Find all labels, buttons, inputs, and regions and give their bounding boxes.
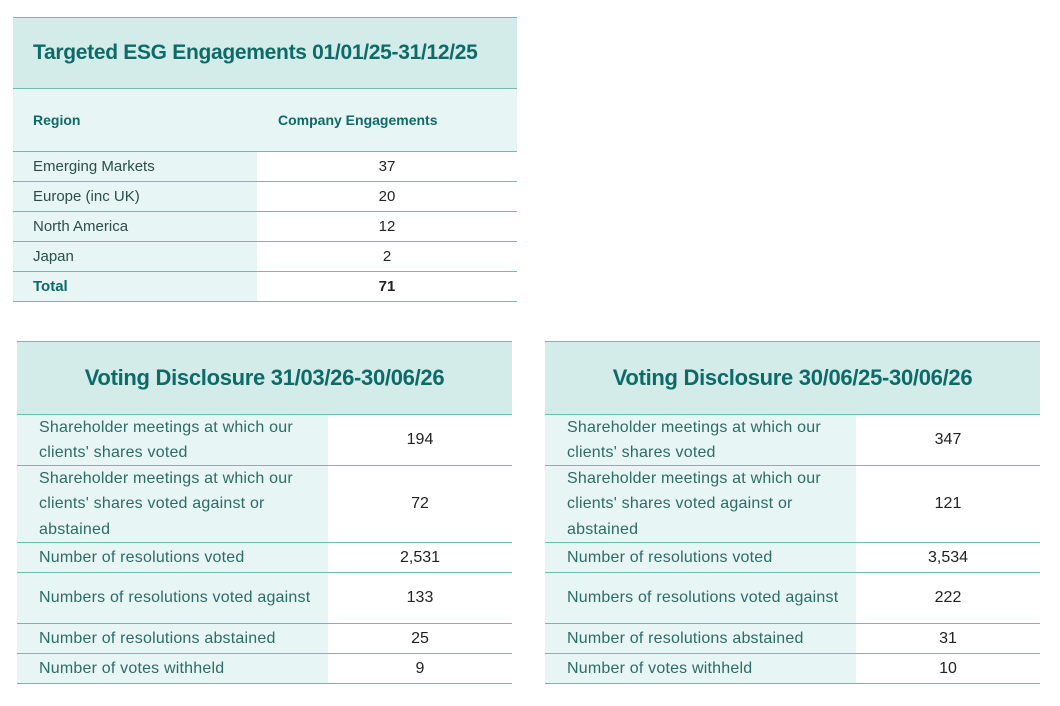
engagement-count-cell: 20 <box>257 182 517 211</box>
metric-label: Number of resolutions voted <box>17 543 328 572</box>
metric-label: Number of resolutions abstained <box>17 624 328 653</box>
table-row <box>13 152 517 182</box>
engagements-table <box>13 17 517 302</box>
metric-label: Shareholder meetings at which our clients' shares voted against or abstained <box>17 466 328 542</box>
metric-value: 133 <box>328 573 512 623</box>
table-row <box>17 624 512 654</box>
engagement-count-cell: 2 <box>257 242 517 271</box>
metric-value: 25 <box>328 624 512 653</box>
engagements-header-row <box>13 89 517 152</box>
metric-value: 3,534 <box>856 543 1040 572</box>
region-cell: North America <box>13 212 257 241</box>
table-row <box>17 415 512 466</box>
table-row <box>13 212 517 242</box>
company-engagements-column-header: Company Engagements <box>278 112 438 128</box>
table-row <box>545 624 1040 654</box>
engagement-count-cell: 12 <box>257 212 517 241</box>
metric-label: Number of resolutions abstained <box>545 624 856 653</box>
region-column-header: Region <box>33 112 81 128</box>
metric-value: 10 <box>856 654 1040 683</box>
region-cell: Japan <box>13 242 257 271</box>
region-cell: Europe (inc UK) <box>13 182 257 211</box>
table-row <box>17 466 512 543</box>
metric-label: Shareholder meetings at which our clients' shares voted <box>545 415 856 465</box>
total-label: Total <box>13 272 257 301</box>
metric-value: 72 <box>328 466 512 542</box>
table-row <box>545 573 1040 624</box>
total-value: 71 <box>257 272 517 301</box>
voting-disclosure-year-table <box>545 341 1040 684</box>
metric-label: Shareholder meetings at which our clients' shares voted against or abstained <box>545 466 856 542</box>
metric-label: Number of votes withheld <box>17 654 328 683</box>
table-row <box>545 466 1040 543</box>
table-row <box>17 543 512 573</box>
metric-label: Number of votes withheld <box>545 654 856 683</box>
metric-value: 222 <box>856 573 1040 623</box>
metric-label: Number of resolutions voted <box>545 543 856 572</box>
total-row <box>13 272 517 302</box>
metric-value: 194 <box>328 415 512 465</box>
table-row <box>13 182 517 212</box>
metric-value: 31 <box>856 624 1040 653</box>
metric-value: 121 <box>856 466 1040 542</box>
voting-disclosure-quarter-table <box>17 341 512 684</box>
metric-value: 347 <box>856 415 1040 465</box>
region-cell: Emerging Markets <box>13 152 257 181</box>
metric-value: 2,531 <box>328 543 512 572</box>
engagement-count-cell: 37 <box>257 152 517 181</box>
table-row <box>545 654 1040 684</box>
metric-label: Numbers of resolutions voted against <box>545 573 856 623</box>
table-row <box>17 573 512 624</box>
voting-year-title: Voting Disclosure 30/06/25-30/06/26 <box>545 341 1040 415</box>
table-row <box>13 242 517 272</box>
table-row <box>545 415 1040 466</box>
metric-label: Numbers of resolutions voted against <box>17 573 328 623</box>
voting-quarter-title: Voting Disclosure 31/03/26-30/06/26 <box>17 341 512 415</box>
metric-label: Shareholder meetings at which our clients' shares voted <box>17 415 328 465</box>
engagements-title: Targeted ESG Engagements 01/01/25-31/12/25 <box>13 17 517 89</box>
table-row <box>17 654 512 684</box>
metric-value: 9 <box>328 654 512 683</box>
table-row <box>545 543 1040 573</box>
